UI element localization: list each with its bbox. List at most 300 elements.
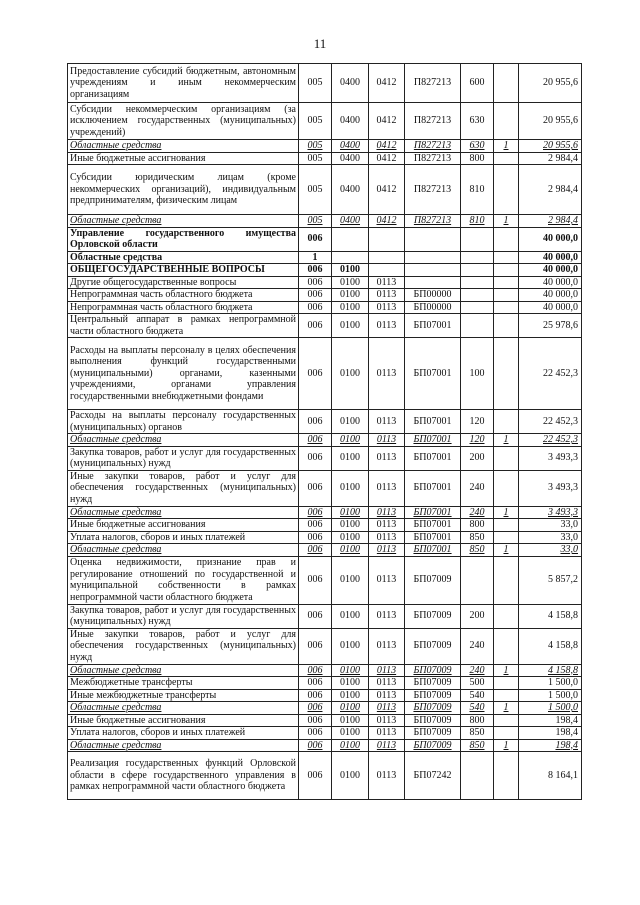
row-section-code: 0100: [332, 604, 369, 628]
row-description: Центральный аппарат в рамках непрограммной части областного бюджета: [68, 314, 299, 338]
row-expense-type-code: 120: [461, 410, 494, 434]
row-expense-type-code: 630: [461, 103, 494, 140]
row-subsection-code: 0113: [369, 338, 405, 410]
table-row: [68, 531, 582, 544]
row-section-code: 0100: [332, 677, 369, 690]
row-section-code: 0100: [332, 434, 369, 447]
row-amount: 33,0: [519, 531, 582, 544]
row-amount: 1 500,0: [519, 689, 582, 702]
row-funding-source: 1: [494, 544, 519, 557]
row-ministry-code: 006: [299, 506, 332, 519]
row-description: Закупка товаров, работ и услуг для государственных (муниципальных) нужд: [68, 604, 299, 628]
row-expense-type-code: 800: [461, 519, 494, 532]
row-amount: 33,0: [519, 519, 582, 532]
row-expense-type-code: 540: [461, 689, 494, 702]
row-description: Уплата налогов, сборов и иных платежей: [68, 531, 299, 544]
row-target-article-code: БП07009: [405, 628, 461, 664]
row-amount: 4 158,8: [519, 628, 582, 664]
row-expense-type-code: [461, 301, 494, 314]
row-subsection-code: 0412: [369, 165, 405, 215]
row-section-code: 0100: [332, 714, 369, 727]
table-row: [68, 338, 582, 410]
row-funding-source: [494, 64, 519, 103]
row-subsection-code: 0113: [369, 727, 405, 740]
row-subsection-code: 0113: [369, 664, 405, 677]
row-section-code: 0400: [332, 152, 369, 165]
row-subsection-code: 0113: [369, 434, 405, 447]
row-target-article-code: П827213: [405, 215, 461, 228]
row-subsection-code: 0113: [369, 410, 405, 434]
row-expense-type-code: 120: [461, 434, 494, 447]
row-amount: 8 164,1: [519, 752, 582, 800]
row-amount: 2 984,4: [519, 165, 582, 215]
row-funding-source: [494, 556, 519, 604]
row-ministry-code: 006: [299, 727, 332, 740]
row-funding-source: [494, 628, 519, 664]
row-ministry-code: 006: [299, 752, 332, 800]
row-target-article-code: [405, 251, 461, 264]
row-target-article-code: П827213: [405, 64, 461, 103]
row-subsection-code: 0113: [369, 314, 405, 338]
row-funding-source: [494, 264, 519, 277]
row-section-code: 0100: [332, 519, 369, 532]
row-description: Областные средства: [68, 739, 299, 752]
row-expense-type-code: 240: [461, 470, 494, 506]
table-row: [68, 519, 582, 532]
table-row: [68, 434, 582, 447]
row-description: Управление государственного имущества Орловской области: [68, 227, 299, 251]
row-target-article-code: БП07001: [405, 544, 461, 557]
row-description: Оценка недвижимости, признание прав и регулирование отношений по государственной и муниципальной собственности в рамках непрограммной части областного бюджета: [68, 556, 299, 604]
row-section-code: [332, 227, 369, 251]
row-expense-type-code: [461, 251, 494, 264]
row-subsection-code: 0113: [369, 506, 405, 519]
row-amount: 25 978,6: [519, 314, 582, 338]
budget-table: [67, 63, 582, 800]
row-amount: 198,4: [519, 727, 582, 740]
row-target-article-code: БП00000: [405, 301, 461, 314]
row-amount: 40 000,0: [519, 301, 582, 314]
row-description: Областные средства: [68, 544, 299, 557]
row-description: Расходы на выплаты персоналу государственных (муниципальных) органов: [68, 410, 299, 434]
row-subsection-code: 0113: [369, 752, 405, 800]
row-description: Иные закупки товаров, работ и услуг для обеспечения государственных (муниципальных) нужд: [68, 470, 299, 506]
row-ministry-code: 005: [299, 215, 332, 228]
row-expense-type-code: 850: [461, 531, 494, 544]
row-section-code: 0100: [332, 314, 369, 338]
row-ministry-code: 005: [299, 165, 332, 215]
table-row: [68, 165, 582, 215]
row-funding-source: [494, 714, 519, 727]
row-subsection-code: 0412: [369, 103, 405, 140]
row-section-code: 0100: [332, 506, 369, 519]
row-description: Субсидии юридическим лицам (кроме некоммерческих организаций), индивидуальным предпринимателям, физическим лицам: [68, 165, 299, 215]
row-ministry-code: 006: [299, 264, 332, 277]
table-row: [68, 227, 582, 251]
row-expense-type-code: 240: [461, 506, 494, 519]
row-ministry-code: 005: [299, 152, 332, 165]
row-section-code: 0100: [332, 739, 369, 752]
row-expense-type-code: 630: [461, 140, 494, 153]
row-subsection-code: 0412: [369, 64, 405, 103]
row-ministry-code: 006: [299, 739, 332, 752]
row-target-article-code: БП07001: [405, 410, 461, 434]
row-funding-source: [494, 227, 519, 251]
row-section-code: [332, 251, 369, 264]
row-ministry-code: 005: [299, 64, 332, 103]
row-amount: 3 493,3: [519, 470, 582, 506]
row-subsection-code: 0113: [369, 714, 405, 727]
table-row: [68, 752, 582, 800]
table-row: [68, 140, 582, 153]
row-target-article-code: БП07009: [405, 556, 461, 604]
row-funding-source: [494, 689, 519, 702]
row-section-code: 0400: [332, 140, 369, 153]
row-ministry-code: 006: [299, 664, 332, 677]
row-ministry-code: 1: [299, 251, 332, 264]
row-amount: 40 000,0: [519, 289, 582, 302]
row-description: Субсидии некоммерческим организациям (за исключением государственных (муниципальных) учреждений): [68, 103, 299, 140]
table-row: [68, 276, 582, 289]
row-amount: 4 158,8: [519, 664, 582, 677]
row-target-article-code: БП07009: [405, 739, 461, 752]
table-row: [68, 215, 582, 228]
table-row: [68, 544, 582, 557]
row-target-article-code: БП07009: [405, 604, 461, 628]
row-target-article-code: БП07242: [405, 752, 461, 800]
row-subsection-code: 0412: [369, 152, 405, 165]
row-description: Областные средства: [68, 140, 299, 153]
row-ministry-code: 006: [299, 470, 332, 506]
row-target-article-code: БП00000: [405, 289, 461, 302]
row-expense-type-code: 100: [461, 338, 494, 410]
row-funding-source: [494, 276, 519, 289]
row-ministry-code: 006: [299, 604, 332, 628]
row-ministry-code: 006: [299, 276, 332, 289]
row-subsection-code: 0113: [369, 289, 405, 302]
row-amount: 33,0: [519, 544, 582, 557]
row-ministry-code: 006: [299, 338, 332, 410]
table-row: [68, 664, 582, 677]
row-description: Иные бюджетные ассигнования: [68, 714, 299, 727]
row-description: Иные межбюджетные трансферты: [68, 689, 299, 702]
row-amount: 2 984,4: [519, 152, 582, 165]
row-section-code: 0400: [332, 165, 369, 215]
row-amount: 40 000,0: [519, 276, 582, 289]
row-amount: 40 000,0: [519, 251, 582, 264]
table-row: [68, 251, 582, 264]
row-description: Непрограммная часть областного бюджета: [68, 289, 299, 302]
row-amount: 1 500,0: [519, 677, 582, 690]
row-ministry-code: 006: [299, 531, 332, 544]
row-target-article-code: БП07001: [405, 314, 461, 338]
row-target-article-code: [405, 276, 461, 289]
row-expense-type-code: 850: [461, 544, 494, 557]
row-description: Межбюджетные трансферты: [68, 677, 299, 690]
row-section-code: 0100: [332, 664, 369, 677]
row-subsection-code: 0113: [369, 739, 405, 752]
row-amount: 5 857,2: [519, 556, 582, 604]
row-subsection-code: 0412: [369, 215, 405, 228]
row-ministry-code: 006: [299, 628, 332, 664]
row-ministry-code: 005: [299, 103, 332, 140]
table-row: [68, 64, 582, 103]
row-target-article-code: П827213: [405, 165, 461, 215]
row-expense-type-code: [461, 264, 494, 277]
row-expense-type-code: [461, 276, 494, 289]
table-row: [68, 301, 582, 314]
table-row: [68, 506, 582, 519]
row-subsection-code: 0113: [369, 446, 405, 470]
row-funding-source: [494, 604, 519, 628]
row-target-article-code: БП07009: [405, 689, 461, 702]
table-row: [68, 264, 582, 277]
row-section-code: 0100: [332, 289, 369, 302]
table-row: [68, 677, 582, 690]
row-description: Закупка товаров, работ и услуг для государственных (муниципальных) нужд: [68, 446, 299, 470]
row-target-article-code: П827213: [405, 140, 461, 153]
row-target-article-code: П827213: [405, 103, 461, 140]
row-description: Расходы на выплаты персоналу в целях обеспечения выполнения функций государственными (муниципальными) органами, казенными учреждениями, органами управления государственными внебюджетными фондами: [68, 338, 299, 410]
table-row: [68, 446, 582, 470]
row-funding-source: 1: [494, 664, 519, 677]
row-funding-source: [494, 314, 519, 338]
row-funding-source: [494, 519, 519, 532]
row-subsection-code: 0113: [369, 531, 405, 544]
row-expense-type-code: [461, 314, 494, 338]
row-amount: 22 452,3: [519, 338, 582, 410]
row-amount: 3 493,3: [519, 446, 582, 470]
row-ministry-code: 006: [299, 289, 332, 302]
row-ministry-code: 006: [299, 301, 332, 314]
row-funding-source: [494, 531, 519, 544]
row-subsection-code: 0113: [369, 470, 405, 506]
row-amount: 40 000,0: [519, 264, 582, 277]
row-expense-type-code: [461, 556, 494, 604]
row-amount: 40 000,0: [519, 227, 582, 251]
row-target-article-code: [405, 264, 461, 277]
budget-table-body: [68, 64, 582, 800]
row-ministry-code: 006: [299, 446, 332, 470]
row-funding-source: [494, 752, 519, 800]
row-ministry-code: 006: [299, 556, 332, 604]
row-expense-type-code: [461, 752, 494, 800]
row-subsection-code: 0113: [369, 628, 405, 664]
row-description: Иные бюджетные ассигнования: [68, 152, 299, 165]
row-ministry-code: 006: [299, 677, 332, 690]
row-section-code: 0100: [332, 531, 369, 544]
row-funding-source: 1: [494, 434, 519, 447]
row-section-code: 0400: [332, 64, 369, 103]
row-target-article-code: БП07001: [405, 446, 461, 470]
row-target-article-code: [405, 227, 461, 251]
page-number: 11: [313, 36, 327, 51]
row-ministry-code: 006: [299, 689, 332, 702]
row-description: Непрограммная часть областного бюджета: [68, 301, 299, 314]
row-funding-source: [494, 251, 519, 264]
row-target-article-code: БП07001: [405, 519, 461, 532]
row-ministry-code: 006: [299, 544, 332, 557]
row-description: Областные средства: [68, 506, 299, 519]
row-ministry-code: 006: [299, 227, 332, 251]
row-ministry-code: 006: [299, 519, 332, 532]
row-target-article-code: БП07009: [405, 702, 461, 715]
row-section-code: 0100: [332, 689, 369, 702]
row-expense-type-code: [461, 289, 494, 302]
row-description: Другие общегосударственные вопросы: [68, 276, 299, 289]
row-funding-source: [494, 446, 519, 470]
row-subsection-code: 0113: [369, 544, 405, 557]
row-subsection-code: 0113: [369, 301, 405, 314]
table-row: [68, 314, 582, 338]
row-expense-type-code: 800: [461, 714, 494, 727]
row-funding-source: [494, 410, 519, 434]
table-row: [68, 410, 582, 434]
row-subsection-code: 0113: [369, 519, 405, 532]
row-expense-type-code: 540: [461, 702, 494, 715]
row-expense-type-code: 500: [461, 677, 494, 690]
row-expense-type-code: 200: [461, 446, 494, 470]
row-subsection-code: 0113: [369, 702, 405, 715]
row-expense-type-code: 810: [461, 215, 494, 228]
row-section-code: 0100: [332, 446, 369, 470]
row-section-code: 0100: [332, 338, 369, 410]
row-expense-type-code: 240: [461, 664, 494, 677]
row-description: Иные закупки товаров, работ и услуг для обеспечения государственных (муниципальных) нужд: [68, 628, 299, 664]
row-funding-source: 1: [494, 506, 519, 519]
row-section-code: 0100: [332, 410, 369, 434]
row-ministry-code: 006: [299, 702, 332, 715]
row-funding-source: 1: [494, 702, 519, 715]
row-expense-type-code: 810: [461, 165, 494, 215]
row-amount: 20 955,6: [519, 64, 582, 103]
row-description: Областные средства: [68, 702, 299, 715]
row-section-code: 0100: [332, 628, 369, 664]
table-row: [68, 628, 582, 664]
row-description: Предоставление субсидий бюджетным, автономным учреждениям и иным некоммерческим организациям: [68, 64, 299, 103]
row-amount: 20 955,6: [519, 140, 582, 153]
row-target-article-code: БП07001: [405, 506, 461, 519]
row-target-article-code: П827213: [405, 152, 461, 165]
row-section-code: 0100: [332, 556, 369, 604]
table-row: [68, 702, 582, 715]
row-target-article-code: БП07001: [405, 338, 461, 410]
row-description: Иные бюджетные ассигнования: [68, 519, 299, 532]
row-section-code: 0100: [332, 276, 369, 289]
row-amount: 22 452,3: [519, 410, 582, 434]
row-subsection-code: 0113: [369, 677, 405, 690]
row-target-article-code: БП07009: [405, 727, 461, 740]
row-section-code: 0100: [332, 752, 369, 800]
row-funding-source: 1: [494, 215, 519, 228]
row-section-code: 0400: [332, 215, 369, 228]
table-row: [68, 604, 582, 628]
row-section-code: 0100: [332, 264, 369, 277]
row-section-code: 0100: [332, 702, 369, 715]
row-funding-source: [494, 103, 519, 140]
row-funding-source: 1: [494, 739, 519, 752]
table-row: [68, 739, 582, 752]
row-subsection-code: [369, 251, 405, 264]
row-description: Областные средства: [68, 251, 299, 264]
row-expense-type-code: 800: [461, 152, 494, 165]
row-section-code: 0100: [332, 544, 369, 557]
row-section-code: 0100: [332, 470, 369, 506]
row-amount: 4 158,8: [519, 604, 582, 628]
row-target-article-code: БП07001: [405, 434, 461, 447]
row-target-article-code: БП07009: [405, 714, 461, 727]
table-row: [68, 103, 582, 140]
row-funding-source: [494, 301, 519, 314]
table-row: [68, 556, 582, 604]
row-funding-source: [494, 152, 519, 165]
row-expense-type-code: [461, 227, 494, 251]
row-amount: 1 500,0: [519, 702, 582, 715]
table-row: [68, 714, 582, 727]
row-description: Уплата налогов, сборов и иных платежей: [68, 727, 299, 740]
row-expense-type-code: 240: [461, 628, 494, 664]
row-description: Реализация государственных функций Орловской области в сфере государственного управления в рамках непрограммной части областного бюджета: [68, 752, 299, 800]
row-amount: 20 955,6: [519, 103, 582, 140]
row-ministry-code: 005: [299, 140, 332, 153]
row-subsection-code: 0113: [369, 689, 405, 702]
row-ministry-code: 006: [299, 434, 332, 447]
row-target-article-code: БП07009: [405, 664, 461, 677]
row-section-code: 0100: [332, 727, 369, 740]
row-ministry-code: 006: [299, 714, 332, 727]
row-subsection-code: [369, 227, 405, 251]
row-amount: 3 493,3: [519, 506, 582, 519]
row-funding-source: [494, 165, 519, 215]
row-amount: 2 984,4: [519, 215, 582, 228]
row-funding-source: [494, 470, 519, 506]
row-description: Областные средства: [68, 215, 299, 228]
row-target-article-code: БП07001: [405, 531, 461, 544]
row-subsection-code: 0412: [369, 140, 405, 153]
row-funding-source: [494, 677, 519, 690]
row-subsection-code: 0113: [369, 276, 405, 289]
row-description: Областные средства: [68, 434, 299, 447]
table-row: [68, 152, 582, 165]
row-funding-source: [494, 727, 519, 740]
row-description: Областные средства: [68, 664, 299, 677]
row-ministry-code: 006: [299, 410, 332, 434]
row-amount: 198,4: [519, 739, 582, 752]
row-funding-source: 1: [494, 140, 519, 153]
table-row: [68, 289, 582, 302]
row-target-article-code: БП07009: [405, 677, 461, 690]
row-expense-type-code: 200: [461, 604, 494, 628]
row-amount: 198,4: [519, 714, 582, 727]
row-subsection-code: 0113: [369, 604, 405, 628]
row-ministry-code: 006: [299, 314, 332, 338]
row-target-article-code: БП07001: [405, 470, 461, 506]
row-description: ОБЩЕГОСУДАРСТВЕННЫЕ ВОПРОСЫ: [68, 264, 299, 277]
row-section-code: 0100: [332, 301, 369, 314]
row-expense-type-code: 850: [461, 727, 494, 740]
row-funding-source: [494, 338, 519, 410]
row-expense-type-code: 600: [461, 64, 494, 103]
row-amount: 22 452,3: [519, 434, 582, 447]
table-row: [68, 689, 582, 702]
table-row: [68, 727, 582, 740]
row-section-code: 0400: [332, 103, 369, 140]
table-row: [68, 470, 582, 506]
row-subsection-code: 0113: [369, 556, 405, 604]
row-funding-source: [494, 289, 519, 302]
row-subsection-code: [369, 264, 405, 277]
row-expense-type-code: 850: [461, 739, 494, 752]
